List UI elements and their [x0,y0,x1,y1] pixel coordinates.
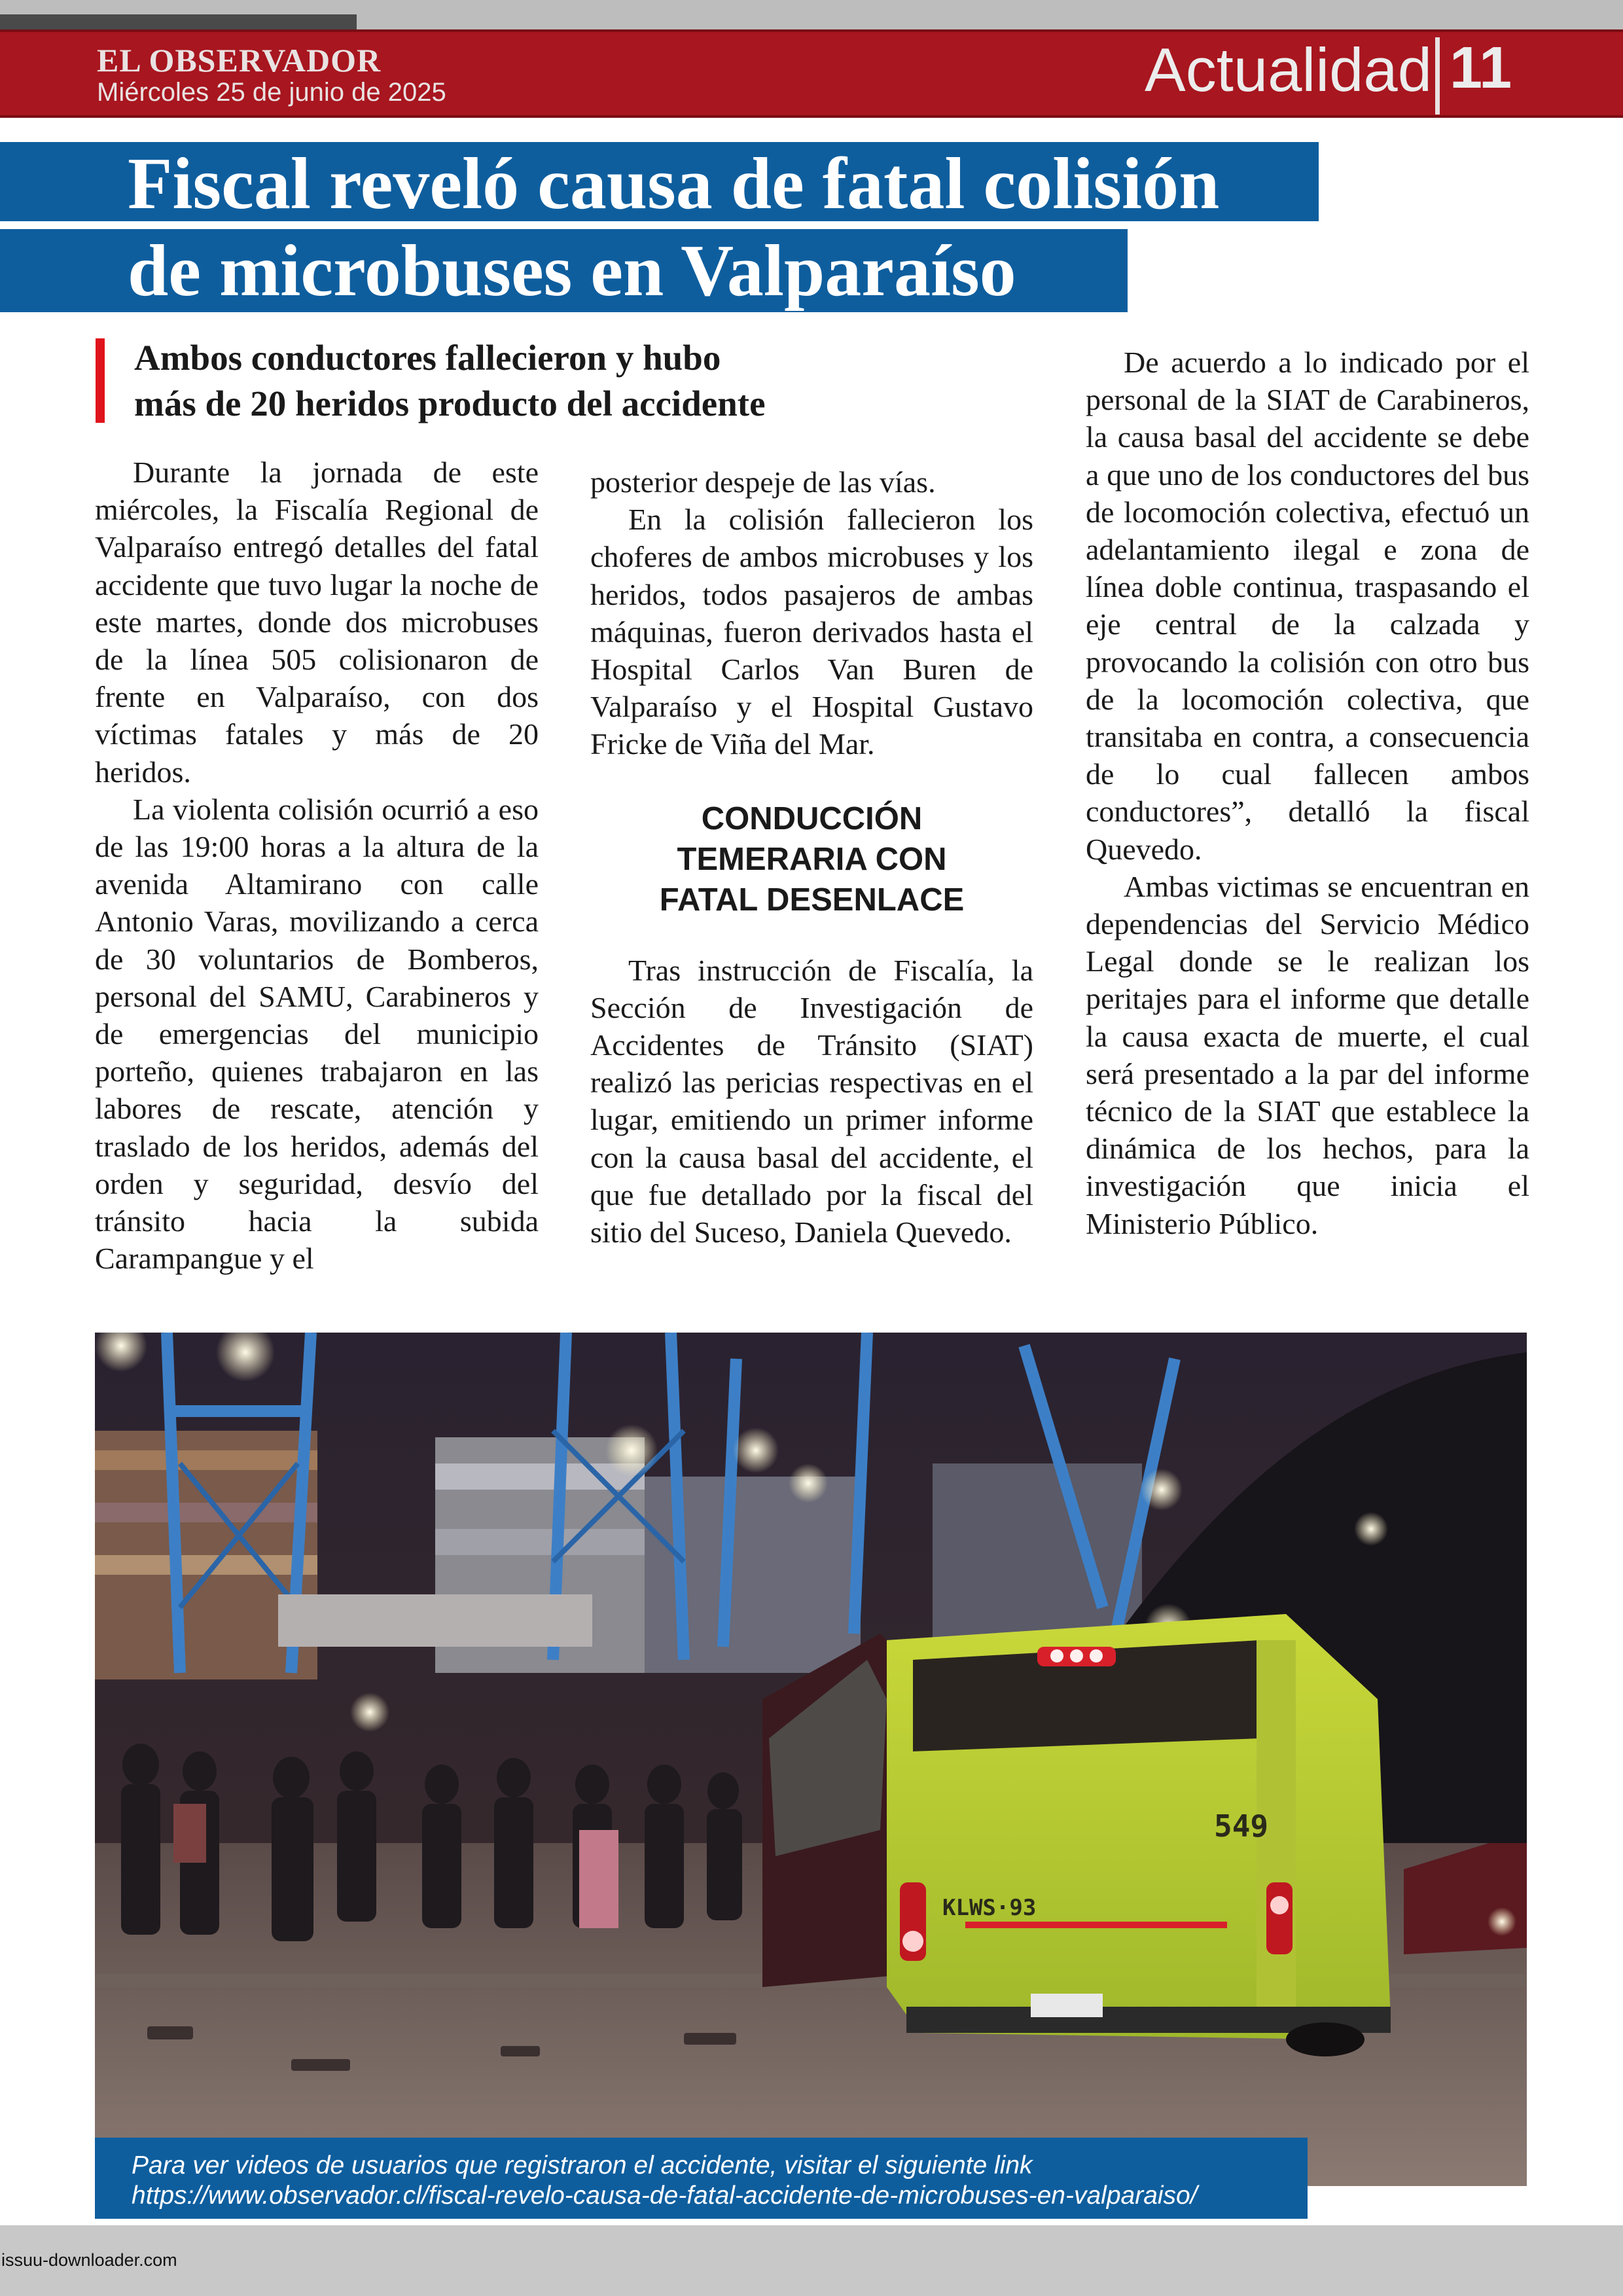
photo-caption [95,2138,1308,2219]
newspaper-name: EL OBSERVADOR [97,42,382,79]
section-title: Actualidad [1145,35,1432,104]
article-paragraph: En la colisión fallecieron los choferes de ambos microbuses y los heridos, todos pasajeros de ambas máquinas, fueron derivados hasta el Hospital Carlos Van Buren de Valparaíso y el Hospital Gustavo Fricke de Viña del Mar. [590,503,1033,761]
masthead [0,29,1623,118]
article-paragraph: De acuerdo a lo indicado por el personal de la SIAT de Carabineros, la causa basal del accidente se debe a que uno de los conductores del bus de locomoción colectiva, efectuó un adelantamiento ilegal e zona de línea doble continua, traspasando el eje central de la calzada y provocando la colisión con otro bus de la locomoción colectiva, que transitaba en contra, a consecuencia de lo cual fallecen ambos conductores”, detalló la fiscal Quevedo. [1086,346,1529,866]
article-column-1 [95,454,539,1277]
subhead-line-3: FATAL DESENLACE [659,882,965,918]
headline-line-2: de microbuses en Valparaíso [0,229,1128,312]
article-column-2 [590,463,1033,1251]
deck-accent-bar [96,338,105,423]
caption-video-link[interactable]: https://www.observador.cl/fiscal-revelo-causa-de-fatal-accidente-de-microbuses-en-valparaiso/ [132,2181,1198,2210]
subhead-line-2: TEMERARIA CON [677,841,947,877]
accident-scene-illustration [95,1333,1527,2186]
page-number: 11 [1450,35,1512,101]
caption-line-1: Para ver videos de usuarios que registraron el accidente, visitar el siguiente link [132,2151,1033,2179]
article-paragraph: Tras instrucción de Fiscalía, la Sección de Investigación de Accidentes de Tránsito (SIAT) realizó las pericias respectivas en el lugar, emitiendo un primer informe con la causa basal del accidente, el que fue detallado por la fiscal del sitio del Suceso, Daniela Quevedo. [590,953,1033,1249]
bus-number-label: 549 [1214,1808,1269,1844]
bus-plate-label: KLWS·93 [942,1895,1037,1921]
subhead-line-1: CONDUCCIÓN [701,800,923,836]
section-subhead [590,798,1033,920]
article-column-3 [1086,344,1529,1242]
article-paragraph: posterior despeje de las vías. [590,465,936,499]
top-dark-tab [0,14,357,29]
deck-line-2: más de 20 heridos producto del accidente [134,384,766,423]
masthead-divider [1435,37,1440,115]
headline-line-1: Fiscal reveló causa de fatal colisión [0,142,1319,221]
deck-line-1: Ambos conductores fallecieron y hubo [134,338,721,378]
article-paragraph: Ambas victimas se encuentran en dependencias del Servicio Médico Legal donde se le realizan los peritajes para el informe que detalle la causa exacta de muerte, el cual será presentado a la par del informe técnico de la SIAT que establece la dinámica de los hechos, para la investigación que inicia el Ministerio Público. [1086,869,1529,1240]
article-paragraph: Durante la jornada de este miércoles, la Fiscalía Regional de Valparaíso entregó detalles del fatal accidente que tuvo lugar la noche de este martes, donde dos microbuses de la línea 505 colisionaron de frente en Valparaíso, con dos víctimas fatales y más de 20 heridos. [95,456,539,789]
issue-date: Miércoles 25 de junio de 2025 [97,78,446,107]
article-deck [134,335,887,427]
accident-photo [95,1333,1527,2186]
article-paragraph: La violenta colisión ocurrió a eso de las 19:00 horas a la altura de la avenida Altamirano con calle Antonio Varas, movilizando a cerca de 30 voluntarios de Bomberos, personal del SAMU, Carabineros y de emergencias del municipio porteño, quienes trabajaron en las labores de rescate, atención y traslado de los heridos, además del orden y seguridad, desvío del tránsito hacia la subida Carampangue y el [95,792,539,1276]
downloader-watermark: issuu-downloader.com [1,2250,177,2270]
